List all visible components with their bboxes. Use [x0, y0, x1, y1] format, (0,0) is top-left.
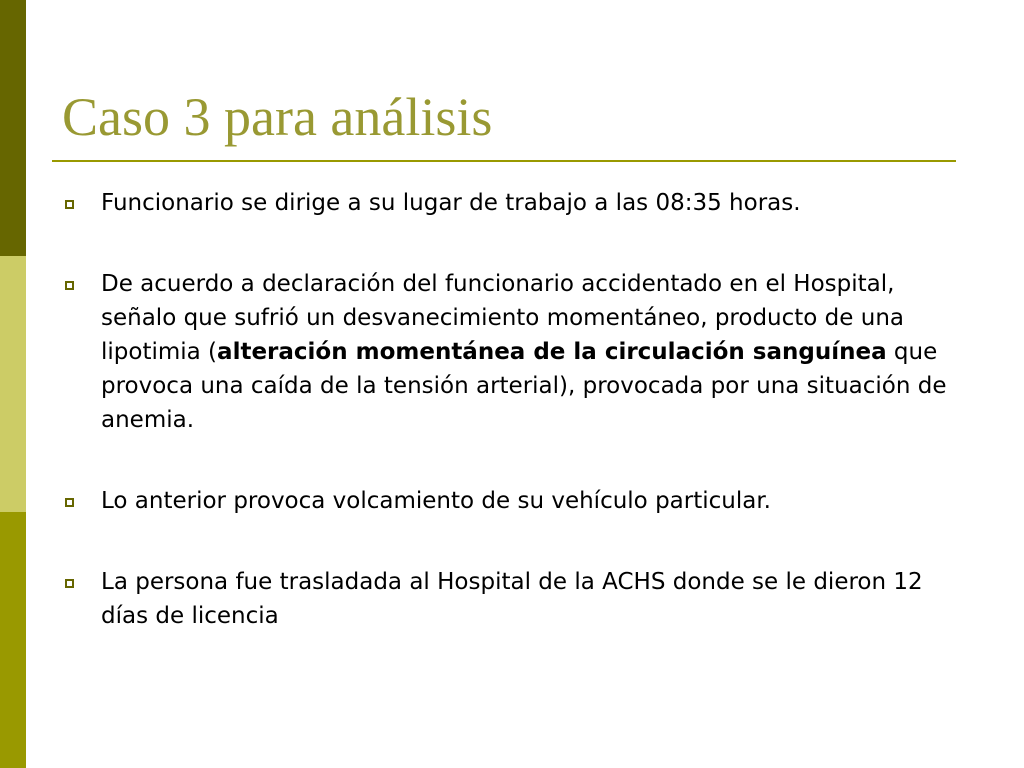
square-bullet-icon	[65, 200, 74, 209]
square-bullet-icon	[65, 498, 74, 507]
square-bullet-icon	[65, 281, 74, 290]
bullet-item-3	[62, 484, 952, 518]
bullet-item-4	[62, 565, 952, 633]
bullet-item-1	[62, 186, 952, 220]
sidebar-accent-bar	[0, 0, 26, 768]
bullet-text-bold: alteración momentánea de la circulación sanguínea	[217, 339, 887, 365]
bullet-item-2	[62, 267, 952, 437]
slide-title: Caso 3 para análisis	[62, 87, 493, 147]
bullet-list	[62, 186, 952, 633]
square-bullet-icon	[65, 579, 74, 588]
bullet-text: La persona fue trasladada al Hospital de la ACHS donde se le dieron 12 días de licencia	[101, 569, 923, 629]
bullet-text: Funcionario se dirige a su lugar de trabajo a las 08:35 horas.	[101, 190, 801, 216]
title-underline	[52, 160, 956, 162]
bullet-text-part-1: De acuerdo a declaración del funcionario accidentado en el Hospital, señalo que sufrió un desvanecimiento momentáneo, producto de una lipotimia (	[101, 271, 904, 365]
bullet-text-part-2: que provoca una caída de la tensión arterial), provocada por una situación de anemia.	[101, 339, 947, 433]
bullet-text: Lo anterior provoca volcamiento de su vehículo particular.	[101, 488, 771, 514]
sidebar-segment-bottom	[0, 512, 26, 768]
sidebar-segment-middle	[0, 256, 26, 512]
sidebar-segment-top	[0, 0, 26, 256]
